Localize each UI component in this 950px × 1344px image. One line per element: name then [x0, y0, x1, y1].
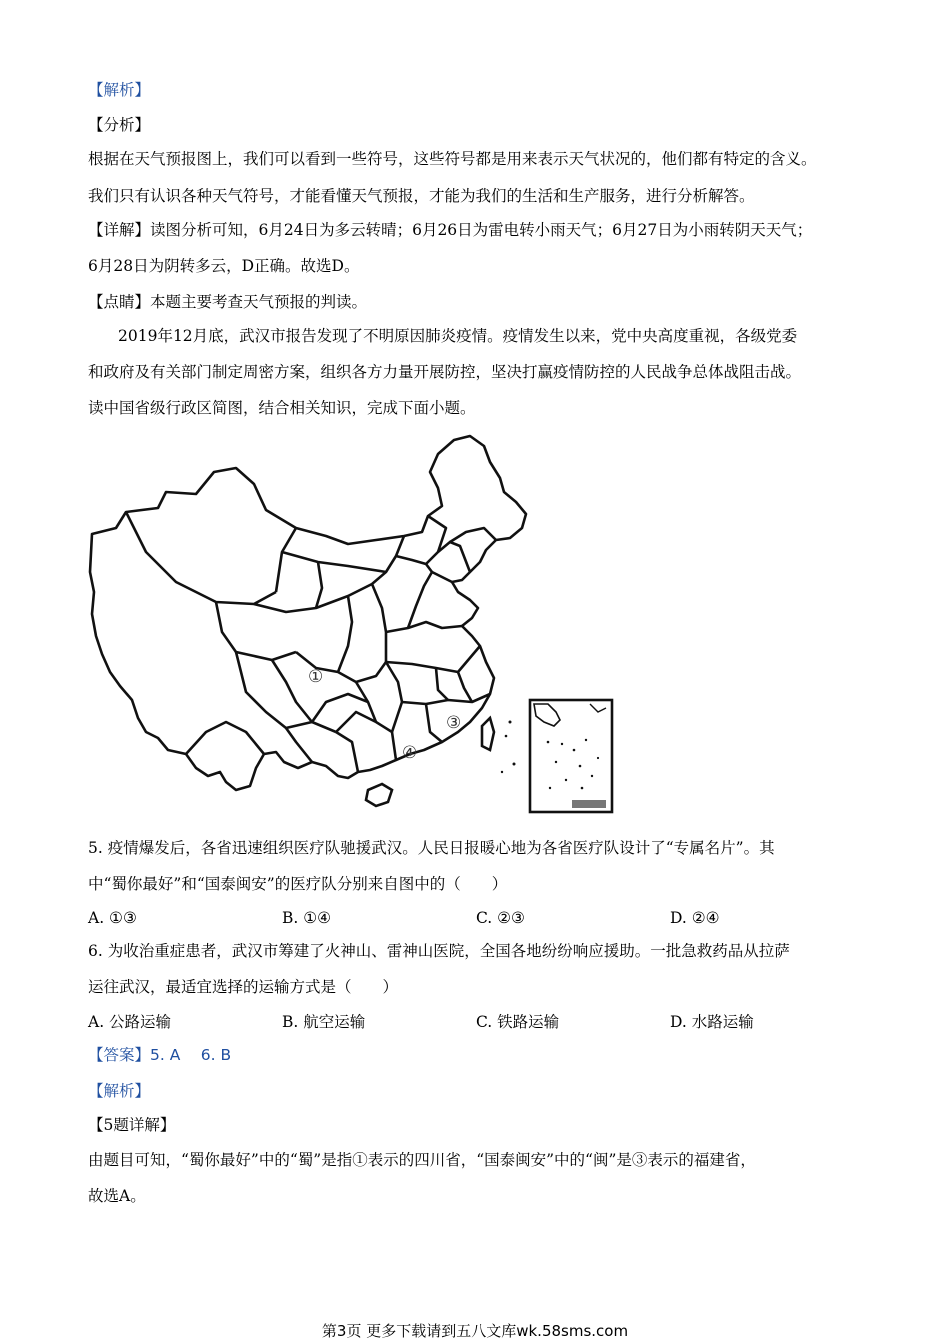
china-province-map [86, 432, 626, 818]
taiwan-island [482, 718, 494, 750]
intro-line-1: 2019年12月底，武汉市报告发现了不明原因肺炎疫情。疫情发生以来，党中央高度重视，各级党委 [118, 327, 798, 345]
detail-line-1: 【详解】读图分析可知，6月24日为多云转晴；6月26日为雷电转小雨天气；6月27日为小雨转阴天天气； [88, 221, 813, 239]
detail-line-2: 6月28日为阴转多云，D正确。故选D。 [88, 257, 360, 275]
analysis-tag-2: 【解析】 [88, 1082, 151, 1100]
map-label-3: ③ [446, 713, 462, 733]
q5-detail-line-1: 由题目可知，“蜀你最好”中的“蜀”是指①表示的四川省，“国泰闽安”中的“闽”是③表示的福建省， [88, 1151, 756, 1169]
page-footer: 第3页 更多下载请到五八文库wk.58sms.com [321, 1322, 629, 1340]
q5-option-d: D. ②④ [670, 909, 720, 927]
intro-line-2: 和政府及有关部门制定周密方案，组织各方力量开展防控，坚决打赢疫情防控的人民战争总体战阻击战。 [88, 363, 802, 381]
hainan-island [366, 784, 392, 806]
q6-stem-line-1: 6. 为收治重症患者，武汉市筹建了火神山、雷神山医院，全国各地纷纷响应援助。一批急救药品从拉萨 [88, 942, 790, 960]
answer-tag: 【答案】 [88, 1046, 151, 1064]
q6-option-a: A. 公路运输 [88, 1013, 172, 1031]
analysis-paragraph-1: 根据在天气预报图上，我们可以看到一些符号，这些符号都是用来表示天气状况的，他们都有特定的含义。 [88, 150, 817, 168]
intro-line-3: 读中国省级行政区简图，结合相关知识，完成下面小题。 [88, 399, 476, 417]
q5-stem-line-1: 5. 疫情爆发后，各省迅速组织医疗队驰援武汉。人民日报暖心地为各省医疗队设计了“专属名片”。其 [88, 839, 775, 857]
mainland-outline [90, 436, 526, 790]
comment-line: 【点睛】本题主要考查天气预报的判读。 [88, 293, 368, 311]
q5-detail-heading: 【5题详解】 [88, 1116, 176, 1134]
q5-option-c: C. ②③ [476, 909, 525, 927]
q6-option-d: D. 水路运输 [670, 1013, 754, 1031]
analysis-paragraph-2: 我们只有认识各种天气符号，才能看懂天气预报，才能为我们的生活和生产服务，进行分析解答。 [88, 187, 755, 205]
map-label-4: ④ [402, 743, 418, 763]
q5-option-b: B. ①④ [282, 909, 332, 927]
analysis-tag: 【解析】 [88, 81, 151, 99]
map-label-1: ① [308, 667, 324, 687]
q5-stem-line-2: 中“蜀你最好”和“国泰闽安”的医疗队分别来自图中的（ ） [88, 875, 508, 893]
south-china-sea-inset [530, 700, 612, 812]
analysis-heading: 【分析】 [88, 116, 151, 134]
q6-option-c: C. 铁路运输 [476, 1013, 560, 1031]
q6-option-b: B. 航空运输 [282, 1013, 366, 1031]
q5-detail-line-2: 故选A。 [88, 1187, 146, 1205]
q5-option-a: A. ①③ [88, 909, 137, 927]
q6-stem-line-2: 运往武汉，最适宜选择的运输方式是（ ） [88, 978, 399, 996]
answer-line [88, 1045, 231, 1065]
answer-text: 5. A 6. B [150, 1046, 232, 1064]
